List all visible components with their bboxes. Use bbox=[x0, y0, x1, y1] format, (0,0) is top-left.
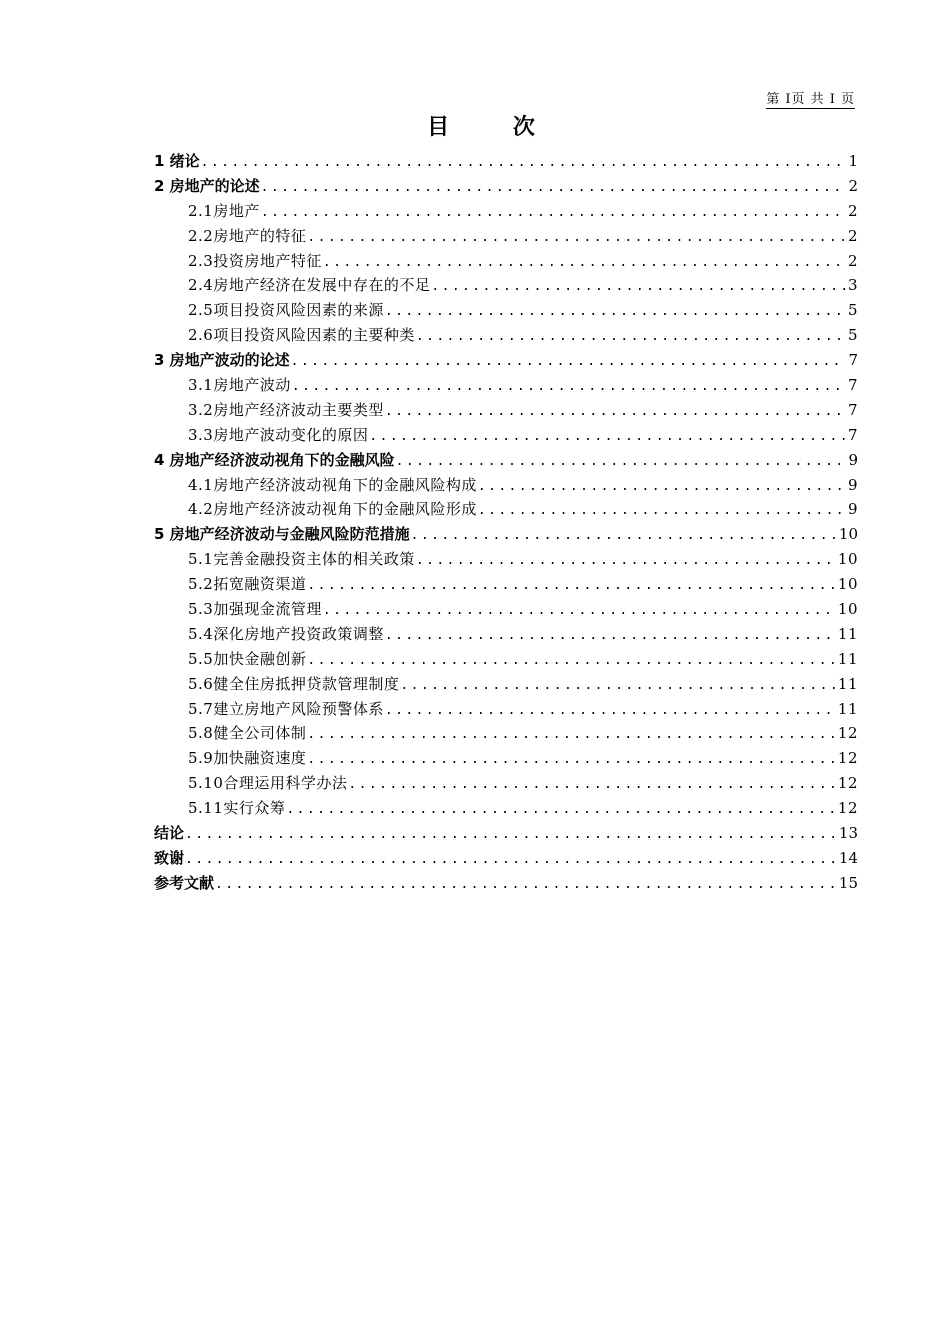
toc-chapter-entry[interactable] bbox=[154, 348, 858, 373]
toc-dot-leader bbox=[261, 176, 847, 201]
toc-dot-leader bbox=[185, 848, 837, 873]
toc-entry-label: 2.4房地产经济在发展中存在的不足 bbox=[188, 276, 431, 295]
toc-page-number: 7 bbox=[848, 351, 858, 370]
toc-page-number: 11 bbox=[837, 649, 858, 668]
toc-entry-label: 致谢 bbox=[154, 848, 185, 867]
toc-dot-leader bbox=[291, 350, 847, 375]
toc-entry-label: 5.1完善金融投资主体的相关政策 bbox=[188, 550, 415, 569]
toc-page-number: 11 bbox=[837, 674, 858, 693]
toc-entry-label: 5.8健全公司体制 bbox=[188, 724, 307, 743]
toc-entry-label: 2.3投资房地产特征 bbox=[188, 251, 322, 270]
toc-section-entry[interactable] bbox=[154, 746, 858, 771]
toc-page-number: 7 bbox=[847, 425, 858, 444]
toc-page-number: 12 bbox=[837, 749, 858, 768]
toc-dot-leader bbox=[431, 275, 846, 300]
toc-page-number: 13 bbox=[838, 824, 858, 843]
toc-entry-label: 5.9加快融资速度 bbox=[188, 749, 307, 768]
toc-entry-label: 4.2房地产经济波动视角下的金融风险形成 bbox=[188, 500, 477, 519]
toc-page-number: 5 bbox=[847, 301, 858, 320]
toc-page-number: 10 bbox=[837, 575, 858, 594]
toc-dot-leader bbox=[185, 823, 837, 848]
toc-entry-label: 2.6项目投资风险因素的主要种类 bbox=[188, 326, 415, 345]
toc-chapter-entry[interactable] bbox=[154, 846, 858, 871]
toc-entry-label: 5.3加强现金流管理 bbox=[188, 600, 322, 619]
toc-dot-leader bbox=[385, 699, 836, 724]
toc-section-entry[interactable] bbox=[154, 473, 858, 498]
toc-section-entry[interactable] bbox=[154, 249, 858, 274]
toc-entry-label: 5.5加快金融创新 bbox=[188, 649, 307, 668]
toc-entry-label: 4.1房地产经济波动视角下的金融风险构成 bbox=[188, 475, 477, 494]
toc-section-entry[interactable] bbox=[154, 597, 858, 622]
toc-entry-label: 结论 bbox=[154, 824, 185, 843]
toc-chapter-entry[interactable] bbox=[154, 522, 858, 547]
toc-page-number: 9 bbox=[848, 450, 858, 469]
toc-entry-label: 5.11实行众筹 bbox=[188, 799, 286, 818]
toc-page-number: 10 bbox=[838, 525, 858, 544]
toc-page-number: 12 bbox=[837, 799, 858, 818]
toc-chapter-entry[interactable] bbox=[154, 871, 858, 896]
toc-section-entry[interactable] bbox=[154, 497, 858, 522]
toc-section-entry[interactable] bbox=[154, 373, 858, 398]
toc-entry-label: 1 绪论 bbox=[154, 152, 200, 170]
toc-section-entry[interactable] bbox=[154, 796, 858, 821]
toc-page-number: 12 bbox=[837, 774, 858, 793]
toc-section-entry[interactable] bbox=[154, 273, 858, 298]
toc-dot-leader bbox=[307, 574, 836, 599]
toc-chapter-entry[interactable] bbox=[154, 174, 858, 199]
toc-page-number: 2 bbox=[848, 176, 858, 195]
toc-section-entry[interactable] bbox=[154, 298, 858, 323]
toc-page-number: 5 bbox=[847, 326, 858, 345]
toc-section-entry[interactable] bbox=[154, 771, 858, 796]
toc-page-number: 3 bbox=[847, 276, 858, 295]
toc-entry-label: 4 房地产经济波动视角下的金融风险 bbox=[154, 450, 395, 469]
toc-section-entry[interactable] bbox=[154, 572, 858, 597]
toc-entry-label: 5.10合理运用科学办法 bbox=[188, 774, 348, 793]
toc-dot-leader bbox=[307, 649, 836, 674]
toc-page-number: 15 bbox=[838, 873, 858, 892]
toc-entry-label: 5.6健全住房抵押贷款管理制度 bbox=[188, 674, 400, 693]
toc-entry-label: 2.1房地产 bbox=[188, 201, 260, 220]
toc-dot-leader bbox=[478, 499, 846, 524]
toc-section-entry[interactable] bbox=[154, 199, 858, 224]
toc-page-number: 9 bbox=[847, 500, 858, 519]
toc-entry-label: 2.5项目投资风险因素的来源 bbox=[188, 301, 384, 320]
toc-section-entry[interactable] bbox=[154, 547, 858, 572]
toc-entry-label: 3.1房地产波动 bbox=[188, 376, 291, 395]
toc-dot-leader bbox=[215, 873, 837, 898]
toc-dot-leader bbox=[416, 325, 846, 350]
toc-page-number: 9 bbox=[847, 475, 858, 494]
toc-page-number: 7 bbox=[847, 400, 858, 419]
toc-entry-label: 5.7建立房地产风险预警体系 bbox=[188, 699, 384, 718]
toc-dot-leader bbox=[286, 798, 836, 823]
toc-page-number: 10 bbox=[837, 600, 858, 619]
toc-page-number: 14 bbox=[838, 848, 858, 867]
toc-dot-leader bbox=[369, 425, 846, 450]
toc-entry-label: 3.3房地产波动变化的原因 bbox=[188, 425, 369, 444]
toc-section-entry[interactable] bbox=[154, 398, 858, 423]
toc-page-number: 11 bbox=[837, 624, 858, 643]
page-number-header: 第 I页 共 I 页 bbox=[766, 88, 855, 109]
toc-chapter-entry[interactable] bbox=[154, 448, 858, 473]
toc-dot-leader bbox=[478, 475, 846, 500]
toc-page-number: 10 bbox=[837, 550, 858, 569]
toc-dot-leader bbox=[201, 151, 847, 176]
toc-page-number: 2 bbox=[847, 201, 858, 220]
toc-page-number: 7 bbox=[847, 376, 858, 395]
toc-dot-leader bbox=[307, 226, 846, 251]
toc-section-entry[interactable] bbox=[154, 323, 858, 348]
toc-dot-leader bbox=[261, 201, 846, 226]
toc-dot-leader bbox=[385, 624, 836, 649]
toc-dot-leader bbox=[323, 599, 836, 624]
toc-chapter-entry[interactable] bbox=[154, 149, 858, 174]
toc-entry-label: 3.2房地产经济波动主要类型 bbox=[188, 400, 384, 419]
toc-dot-leader bbox=[307, 748, 836, 773]
toc-section-entry[interactable] bbox=[154, 622, 858, 647]
toc-entry-label: 5.2拓宽融资渠道 bbox=[188, 575, 307, 594]
toc-entry-label: 5.4深化房地产投资政策调整 bbox=[188, 624, 384, 643]
toc-section-entry[interactable] bbox=[154, 721, 858, 746]
toc-section-entry[interactable] bbox=[154, 697, 858, 722]
toc-page-number: 2 bbox=[847, 226, 858, 245]
toc-section-entry[interactable] bbox=[154, 423, 858, 448]
toc-entry-label: 2 房地产的论述 bbox=[154, 176, 260, 195]
toc-chapter-entry[interactable] bbox=[154, 821, 858, 846]
toc-dot-leader bbox=[348, 773, 836, 798]
toc-section-entry[interactable] bbox=[154, 647, 858, 672]
toc-page-number: 2 bbox=[847, 251, 858, 270]
toc-entry-label: 参考文献 bbox=[154, 873, 215, 892]
toc-entry-label: 5 房地产经济波动与金融风险防范措施 bbox=[154, 525, 410, 544]
toc-dot-leader bbox=[396, 450, 847, 475]
toc-dot-leader bbox=[416, 549, 836, 574]
toc-entry-label: 3 房地产波动的论述 bbox=[154, 351, 290, 370]
toc-entry-label: 2.2房地产的特征 bbox=[188, 226, 307, 245]
toc-dot-leader bbox=[292, 375, 846, 400]
toc-section-entry[interactable] bbox=[154, 224, 858, 249]
toc-dot-leader bbox=[385, 300, 846, 325]
table-of-contents bbox=[154, 149, 858, 896]
toc-dot-leader bbox=[307, 723, 836, 748]
toc-dot-leader bbox=[323, 251, 846, 276]
toc-section-entry[interactable] bbox=[154, 672, 858, 697]
toc-dot-leader bbox=[385, 400, 846, 425]
toc-page-number: 1 bbox=[848, 152, 858, 170]
toc-page-number: 12 bbox=[837, 724, 858, 743]
toc-dot-leader bbox=[400, 674, 836, 699]
toc-page-number: 11 bbox=[837, 699, 858, 718]
toc-title: 目 次 bbox=[427, 115, 563, 140]
toc-dot-leader bbox=[411, 524, 837, 549]
